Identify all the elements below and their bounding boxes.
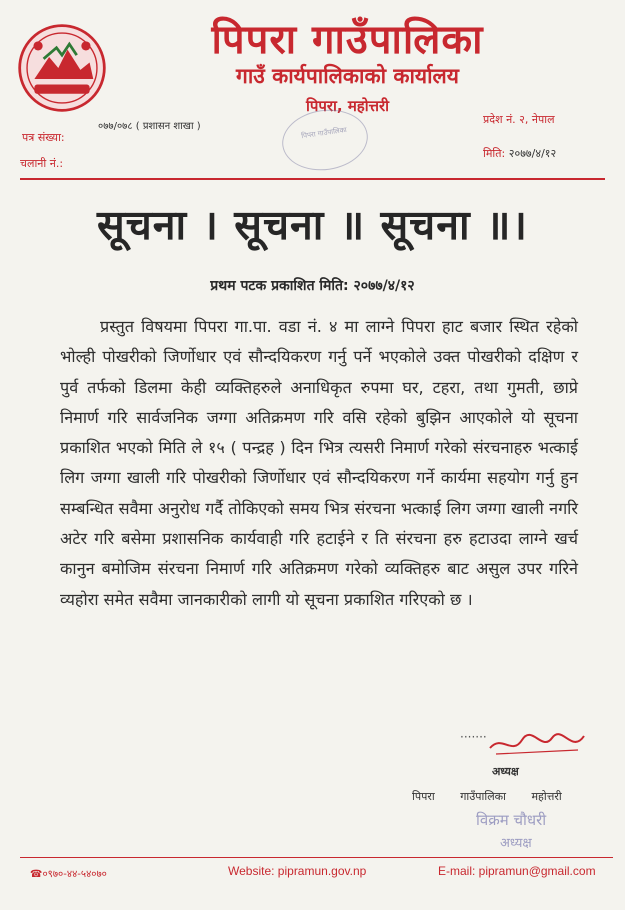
signatory-title: अध्यक्ष — [492, 765, 519, 778]
province-label: प्रदेश नं. २, नेपाल — [483, 113, 555, 126]
stamp-text: पिपरा गाउँपालिका — [300, 125, 348, 141]
name-stamp: विक्रम चौधरी — [476, 811, 547, 829]
letter-date — [483, 146, 556, 161]
office-subtitle: गाउँ कार्यपालिकाको कार्यालय — [236, 64, 459, 88]
notice-title: सूचना । सूचना ॥ सूचना ॥। — [97, 201, 528, 249]
signatory-office: पिपरा गाउँपालिका महोत्तरी — [412, 790, 562, 803]
signature-icon — [482, 726, 592, 764]
chalani-label: चलानी नं.: — [20, 157, 64, 170]
notice-body: प्रस्तुत विषयमा पिपरा गा.पा. वडा नं. ४ मा लाग्ने पिपरा हाट बजार स्थित रहेको भोल्ही पोखरीको जिर्णोधार एवं सौन्दयिकरण गर्नु पर्ने भएकोले उक्त पोखरीको दक्षिण र पुर्व तर्फको डिलमा केही व्यक्तिहरुले अनाधिकृत रुपमा घर, टहरा, तथा गुमती, छाप्रे निमार्ण गरि सार्वजनिक जग्गा अतिक्रमण गरि वसि रहेको बुझिन आएकोले यो सूचना प्रकाशित भएको मिति ले १५ ( पन्द्रह ) दिन भित्र त्यसरी निमार्ण गरेको संरचनाहरु भत्काई लिग जग्गा खाली गरि पोखरीको जिर्णोधार एवं सौन्दयिकरण गर्ने कार्यमा सहयोग गर्नु हुन सम्बन्धित सवैमा अनुरोध गर्दै तोकिएको समय भित्र संरचना भत्काई लिग जग्गा खाली नगरि अटेर गरि बसेमा प्रशासनिक कार्यवाही गरि हटाईने र ति संरचना हरु हटाउदा लाग्ने खर्च कानुन बमोजिम संरचना निमार्ण गरि अतिक्रमण गरेको व्यक्तिहरु बाट असुल उपर गरिने व्यहोरा समेत सवैमा जानकारीको लागी यो सूचना प्रकाशित गरिएको छ । — [60, 317, 578, 609]
footer-phone: ☎०९७०-४४-५४०७० — [30, 869, 107, 880]
office-title: पिपरा गाउँपालिका — [211, 17, 484, 63]
signature-dots: ······· — [460, 730, 487, 744]
date-label: मिति: — [483, 147, 506, 160]
published-date: प्रथम पटक प्रकाशित मिति: २०७७/४/१२ — [210, 278, 415, 294]
footer-divider — [20, 857, 613, 858]
name-stamp-title: अध्यक्ष — [500, 836, 532, 851]
office-location: पिपरा, महोत्तरी — [305, 97, 390, 115]
footer-website: Website: pipramun.gov.np — [228, 864, 367, 878]
footer-email: E-mail: pipramun@gmail.com — [438, 864, 596, 878]
date-value: २०७७/४/१२ — [508, 147, 557, 160]
header-divider — [20, 178, 605, 180]
patra-sankhya-label: पत्र संख्या: — [22, 131, 65, 144]
fiscal-year: ०७७/०७८ ( प्रशासन शाखा ) — [98, 121, 201, 132]
